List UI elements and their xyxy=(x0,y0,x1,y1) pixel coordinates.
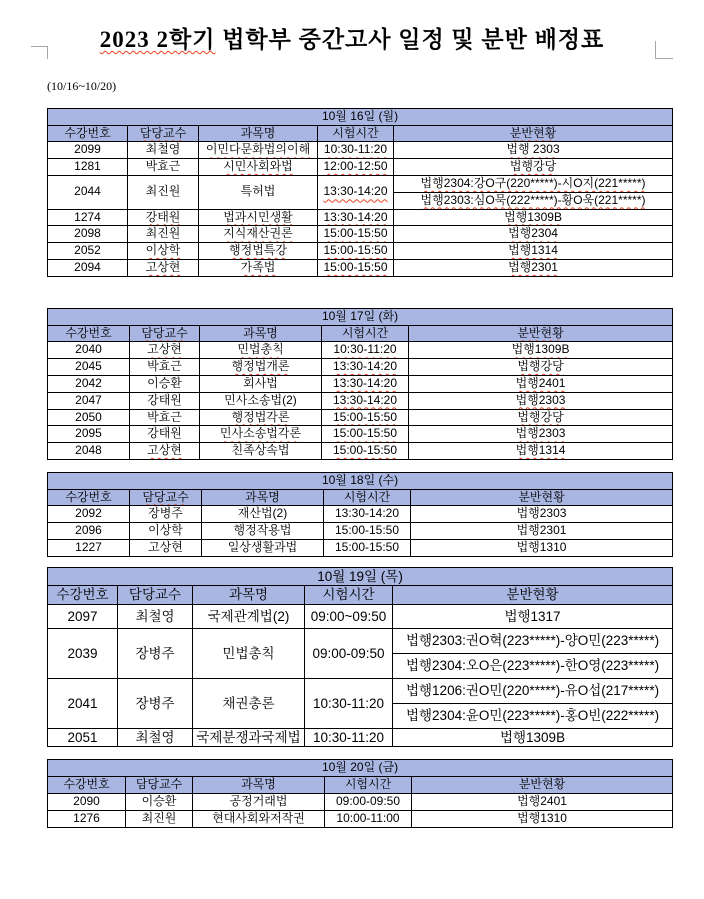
date-range: (10/16~10/20) xyxy=(47,78,117,93)
column-header-2: 과목명 xyxy=(193,777,325,794)
cell-course-name: 민법총칙 xyxy=(200,342,322,359)
exam-table-day-1 xyxy=(47,108,673,277)
cell-professor: 최철영 xyxy=(128,142,199,159)
cell-professor: 고상현 xyxy=(128,259,199,276)
cell-course-name: 재산법(2) xyxy=(202,506,324,523)
cell-exam-time: 15:00-15:50 xyxy=(318,259,394,276)
cell-room-assignment: 법행1317 xyxy=(393,604,673,628)
table-row xyxy=(48,142,673,159)
cell-professor: 박효근 xyxy=(130,359,200,376)
page-margin-corner-right xyxy=(655,41,673,59)
cell-course-name: 국제관계법(2) xyxy=(193,604,305,628)
cell-course-name: 민사소송법(2) xyxy=(200,392,322,409)
cell-course-no: 2096 xyxy=(48,523,130,540)
column-header-4: 분반현황 xyxy=(393,586,673,605)
column-header-1: 담당교수 xyxy=(130,489,202,506)
cell-exam-time: 15:00-15:50 xyxy=(324,540,411,557)
cell-course-name: 친족상속법 xyxy=(200,443,322,460)
table-row xyxy=(48,159,673,176)
exam-table-day-2 xyxy=(47,308,673,460)
cell-professor: 박효근 xyxy=(130,409,200,426)
cell-room-assignment: 법행2401 xyxy=(409,375,673,392)
cell-exam-time: 15:00-15:50 xyxy=(318,243,394,260)
table-row xyxy=(48,540,673,557)
exam-table-day-4 xyxy=(47,567,673,748)
exam-table-day-3 xyxy=(47,472,673,557)
cell-room-assignment: 법행1309B xyxy=(409,342,673,359)
cell-course-no: 2099 xyxy=(48,142,128,159)
cell-room-assignment: 법행1314 xyxy=(394,243,673,260)
schedule-tables xyxy=(47,108,673,828)
column-header-row xyxy=(48,489,673,506)
cell-course-no: 2090 xyxy=(48,794,126,811)
cell-course-name: 국제분쟁과국제법 xyxy=(193,728,305,747)
cell-room-assignment: 법행2303:심O묵(222*****)-황O욱(221*****) xyxy=(394,192,673,209)
cell-room-assignment: 법행2304:강O구(220*****)-시O지(221*****) xyxy=(394,175,673,192)
cell-exam-time: 15:00-15:50 xyxy=(324,523,411,540)
cell-course-no: 2097 xyxy=(48,604,118,628)
cell-course-no: 1227 xyxy=(48,540,130,557)
column-header-3: 시험시간 xyxy=(305,586,393,605)
table-row xyxy=(48,209,673,226)
cell-exam-time: 15:00-15:50 xyxy=(322,443,409,460)
column-header-1: 담당교수 xyxy=(118,586,193,605)
table-row xyxy=(48,342,673,359)
table-row xyxy=(48,409,673,426)
table-row xyxy=(48,728,673,747)
cell-course-name: 현대사회와저작권 xyxy=(193,810,325,827)
cell-course-name: 행정작용법 xyxy=(202,523,324,540)
table-row xyxy=(48,506,673,523)
cell-course-name: 민법총칙 xyxy=(193,628,305,678)
title-rest: 법학부 중간고사 일정 및 분반 배정표 xyxy=(215,27,605,52)
cell-exam-time: 15:00-15:50 xyxy=(318,226,394,243)
day-header: 10월 20일 (금) xyxy=(48,760,673,777)
cell-professor: 이상학 xyxy=(130,523,202,540)
cell-exam-time: 15:00-15:50 xyxy=(322,426,409,443)
column-header-2: 과목명 xyxy=(202,489,324,506)
cell-exam-time: 13:30-14:20 xyxy=(322,392,409,409)
cell-professor: 이상학 xyxy=(128,243,199,260)
cell-course-no: 2047 xyxy=(48,392,130,409)
cell-exam-time: 10:30-11:20 xyxy=(305,678,393,728)
page-margin-corner-left xyxy=(31,46,48,59)
cell-course-no: 2041 xyxy=(48,678,118,728)
cell-room-assignment: 법행1310 xyxy=(412,810,673,827)
cell-professor: 강태원 xyxy=(128,209,199,226)
cell-professor: 장병주 xyxy=(118,628,193,678)
cell-exam-time: 10:00-11:00 xyxy=(325,810,412,827)
cell-course-no: 2044 xyxy=(48,175,128,209)
cell-exam-time: 12:00-12:50 xyxy=(318,159,394,176)
cell-course-name: 시민사회와법 xyxy=(199,159,318,176)
cell-course-no: 2095 xyxy=(48,426,130,443)
column-header-row xyxy=(48,586,673,605)
column-header-4: 분반현황 xyxy=(412,777,673,794)
column-header-4: 분반현황 xyxy=(409,325,673,342)
cell-course-no: 2045 xyxy=(48,359,130,376)
table-row xyxy=(48,175,673,192)
cell-course-name: 일상생활과법 xyxy=(202,540,324,557)
table-row xyxy=(48,392,673,409)
cell-room-assignment: 법행2303 xyxy=(409,426,673,443)
cell-room-assignment: 법행2303 xyxy=(409,392,673,409)
cell-exam-time: 10:30-11:20 xyxy=(322,342,409,359)
column-header-row xyxy=(48,325,673,342)
column-header-0: 수강번호 xyxy=(48,325,130,342)
table-row xyxy=(48,426,673,443)
cell-course-no: 2040 xyxy=(48,342,130,359)
table-row xyxy=(48,226,673,243)
cell-professor: 강태원 xyxy=(130,392,200,409)
column-header-0: 수강번호 xyxy=(48,125,128,142)
column-header-0: 수강번호 xyxy=(48,489,130,506)
cell-professor: 고상현 xyxy=(130,540,202,557)
day-header: 10월 16일 (월) xyxy=(48,108,673,125)
title-semester: 2023 2학기 xyxy=(99,27,216,52)
cell-professor: 장병주 xyxy=(130,506,202,523)
cell-course-no: 2052 xyxy=(48,243,128,260)
cell-course-name: 공정거래법 xyxy=(193,794,325,811)
cell-exam-time: 13:30-14:20 xyxy=(324,506,411,523)
cell-professor: 장병주 xyxy=(118,678,193,728)
cell-room-assignment: 법행1314 xyxy=(409,443,673,460)
cell-professor: 최진원 xyxy=(128,226,199,243)
cell-room-assignment: 법행강당 xyxy=(409,409,673,426)
cell-course-name: 행정법각론 xyxy=(200,409,322,426)
cell-room-assignment: 법행2304:윤O민(223*****)-홍O빈(222*****) xyxy=(393,703,673,728)
column-header-3: 시험시간 xyxy=(318,125,394,142)
column-header-2: 과목명 xyxy=(193,586,305,605)
cell-room-assignment: 법행강당 xyxy=(394,159,673,176)
cell-exam-time: 13:30-14:20 xyxy=(318,209,394,226)
cell-course-no: 2098 xyxy=(48,226,128,243)
cell-room-assignment: 법행 2303 xyxy=(394,142,673,159)
table-row xyxy=(48,604,673,628)
column-header-1: 담당교수 xyxy=(126,777,193,794)
cell-room-assignment: 법행2304:오O은(223*****)-한O영(223*****) xyxy=(393,653,673,678)
table-row xyxy=(48,794,673,811)
cell-room-assignment: 법행2301 xyxy=(394,259,673,276)
cell-course-name: 행정법특강 xyxy=(199,243,318,260)
table-row xyxy=(48,243,673,260)
cell-course-name: 행정법개론 xyxy=(200,359,322,376)
column-header-3: 시험시간 xyxy=(324,489,411,506)
table-row xyxy=(48,810,673,827)
column-header-3: 시험시간 xyxy=(322,325,409,342)
cell-professor: 최철영 xyxy=(118,728,193,747)
cell-course-name: 회사법 xyxy=(200,375,322,392)
cell-course-name: 지식재산권론 xyxy=(199,226,318,243)
cell-course-no: 1281 xyxy=(48,159,128,176)
cell-room-assignment: 법행1310 xyxy=(411,540,673,557)
cell-course-name: 가족법 xyxy=(199,259,318,276)
column-header-1: 담당교수 xyxy=(128,125,199,142)
column-header-1: 담당교수 xyxy=(130,325,200,342)
cell-room-assignment: 법행2303 xyxy=(411,506,673,523)
column-header-row xyxy=(48,125,673,142)
column-header-4: 분반현황 xyxy=(411,489,673,506)
cell-exam-time: 10:30-11:20 xyxy=(305,728,393,747)
column-header-4: 분반현황 xyxy=(394,125,673,142)
cell-course-no: 2092 xyxy=(48,506,130,523)
cell-course-no: 2042 xyxy=(48,375,130,392)
table-row xyxy=(48,628,673,653)
cell-course-name: 채권총론 xyxy=(193,678,305,728)
cell-room-assignment: 법행2401 xyxy=(412,794,673,811)
column-header-2: 과목명 xyxy=(200,325,322,342)
cell-course-no: 2050 xyxy=(48,409,130,426)
cell-course-name: 특허법 xyxy=(199,175,318,209)
cell-course-name: 이민다문화법의이해 xyxy=(199,142,318,159)
cell-course-no: 1276 xyxy=(48,810,126,827)
cell-professor: 박효근 xyxy=(128,159,199,176)
cell-professor: 최진원 xyxy=(126,810,193,827)
cell-course-name: 법과시민생활 xyxy=(199,209,318,226)
cell-room-assignment: 법행2301 xyxy=(411,523,673,540)
cell-room-assignment: 법행1309B xyxy=(394,209,673,226)
table-row xyxy=(48,523,673,540)
column-header-0: 수강번호 xyxy=(48,586,118,605)
column-header-2: 과목명 xyxy=(199,125,318,142)
cell-course-name: 민사소송법각론 xyxy=(200,426,322,443)
table-row xyxy=(48,359,673,376)
table-row xyxy=(48,259,673,276)
cell-exam-time: 13:30-14:20 xyxy=(322,359,409,376)
cell-exam-time: 15:00-15:50 xyxy=(322,409,409,426)
column-header-row xyxy=(48,777,673,794)
cell-room-assignment: 법행강당 xyxy=(409,359,673,376)
cell-course-no: 2048 xyxy=(48,443,130,460)
page-title xyxy=(0,26,704,55)
cell-room-assignment: 법행2304 xyxy=(394,226,673,243)
cell-exam-time: 09:00~09:50 xyxy=(305,604,393,628)
cell-professor: 고상현 xyxy=(130,443,200,460)
cell-room-assignment: 법행1309B xyxy=(393,728,673,747)
table-row xyxy=(48,443,673,460)
cell-professor: 이승환 xyxy=(126,794,193,811)
cell-course-no: 2094 xyxy=(48,259,128,276)
cell-exam-time: 09:00-09:50 xyxy=(305,628,393,678)
cell-exam-time: 09:00-09:50 xyxy=(325,794,412,811)
table-row xyxy=(48,375,673,392)
day-header: 10월 17일 (화) xyxy=(48,308,673,325)
day-header: 10월 18일 (수) xyxy=(48,472,673,489)
cell-course-no: 2039 xyxy=(48,628,118,678)
cell-course-no: 1274 xyxy=(48,209,128,226)
day-header: 10월 19일 (목) xyxy=(48,567,673,586)
cell-professor: 최진원 xyxy=(128,175,199,209)
exam-table-day-5 xyxy=(47,759,673,827)
cell-exam-time: 13:30-14:20 xyxy=(322,375,409,392)
column-header-3: 시험시간 xyxy=(325,777,412,794)
cell-room-assignment: 법행2303:권O혁(223*****)-양O민(223*****) xyxy=(393,628,673,653)
cell-professor: 최철영 xyxy=(118,604,193,628)
cell-professor: 고상현 xyxy=(130,342,200,359)
cell-room-assignment: 법행1206:권O민(220*****)-유O섭(217*****) xyxy=(393,678,673,703)
cell-exam-time: 13:30-14:20 xyxy=(318,175,394,209)
cell-professor: 이승환 xyxy=(130,375,200,392)
cell-professor: 강태원 xyxy=(130,426,200,443)
column-header-0: 수강번호 xyxy=(48,777,126,794)
table-row xyxy=(48,678,673,703)
cell-exam-time: 10:30-11:20 xyxy=(318,142,394,159)
cell-course-no: 2051 xyxy=(48,728,118,747)
